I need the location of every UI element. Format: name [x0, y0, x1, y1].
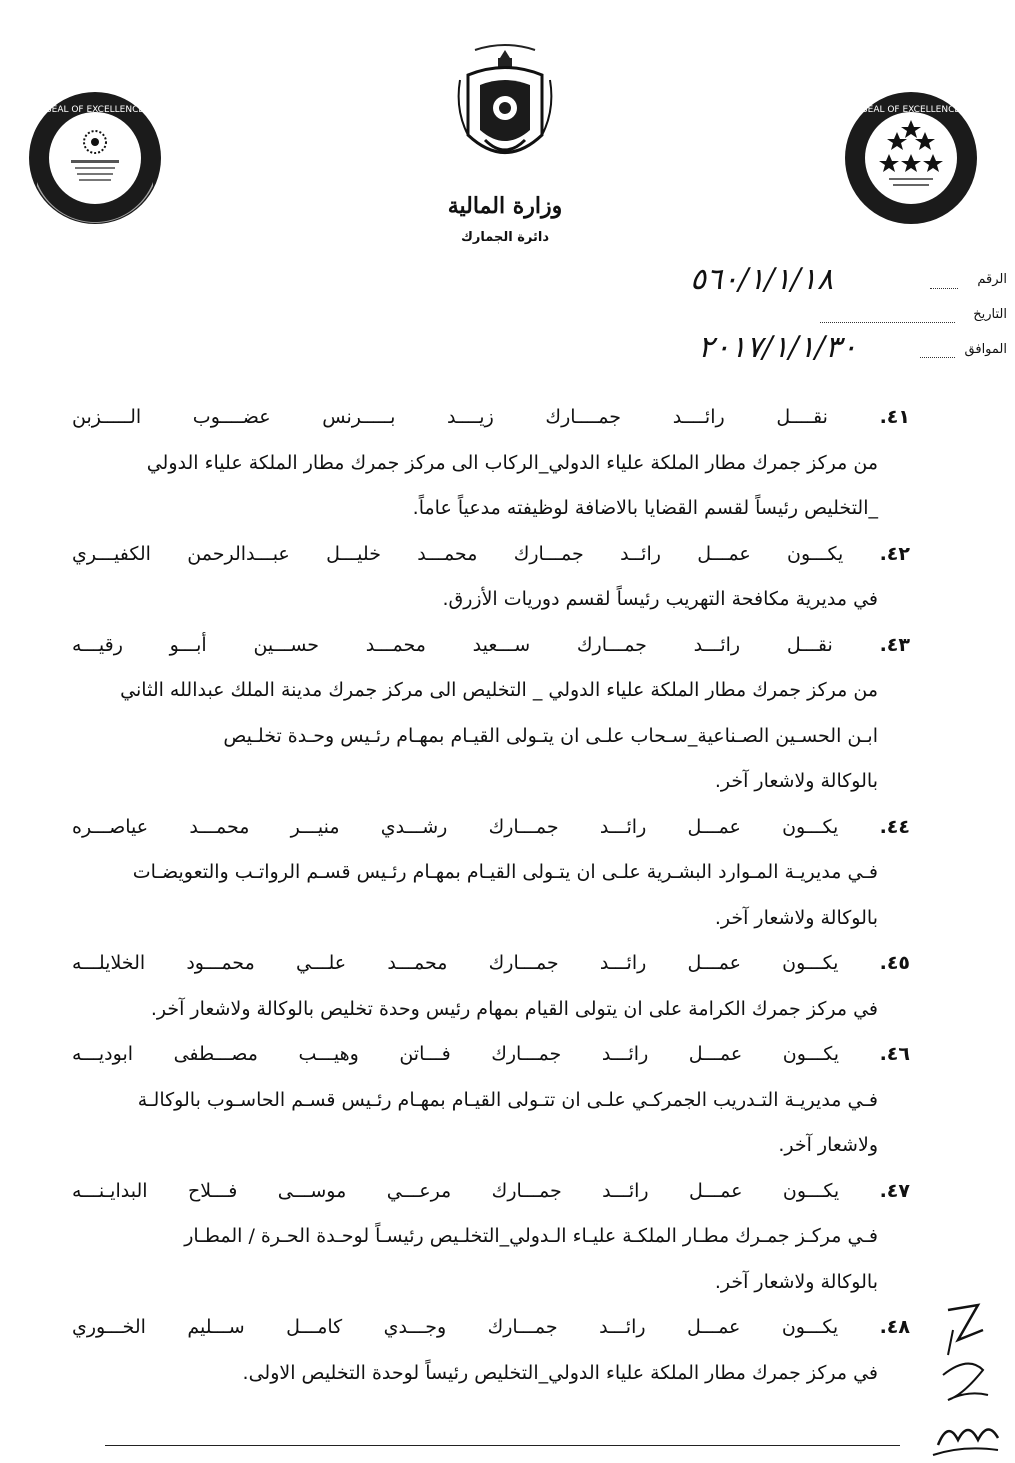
- seal-of-excellence-right: [843, 90, 979, 226]
- seal-text: SEAL OF EXCELLENCE: [861, 105, 961, 115]
- reference-number-label: الرقم: [977, 272, 1007, 287]
- item-line: فـي مديريـة المـوارد البشـرية علـى ان يتـولى القيـام بمهـام رئـيس قسـم الرواتـب والتعويضـات: [132, 861, 878, 883]
- item-line: _التخليص رئيساً لقسم القضايا بالاضافة لوظيفته مدعياً عاماً.: [412, 497, 878, 519]
- seal-text: SEAL OF EXCELLENCE: [45, 105, 145, 115]
- item-line: نقــــل رائــــد جمــــارك زيــــد بـــــرنس عضــــوب الـــــزبن: [72, 406, 828, 428]
- hijri-date-label: الموافق: [964, 342, 1007, 357]
- item-line: ولاشعار آخر.: [778, 1134, 878, 1156]
- decision-item-47: [72, 1169, 910, 1306]
- item-line: في مركز جمرك مطار الملكة علياء الدولي_التخليص رئيساً لوحدة التخليص الاولى.: [242, 1361, 878, 1384]
- decision-item-41: [72, 395, 910, 532]
- handwritten-signature: [928, 1300, 1003, 1459]
- item-line: في مركز جمرك الكرامة على ان يتولى القيام بمهام رئيس وحدة تخليص بالوكالة ولاشعار آخر.: [150, 997, 878, 1020]
- item-line: بالوكالة ولاشعار آخر.: [714, 906, 878, 929]
- item-line: يكـــون عمـــل رائـــد جمـــارك فـــاتن وهيـــب مصـــطفى ابوديـــه: [72, 1043, 840, 1065]
- item-line: بالوكالة ولاشعار آخر.: [714, 1270, 878, 1293]
- department-name: دائرة الجمارك: [461, 230, 549, 245]
- item-line: يكـــون عمـــل رائـــد جمـــارك محمـــد علـــي محمـــود الخلايلـــه: [72, 952, 839, 974]
- coat-of-arms-emblem: [450, 40, 560, 175]
- item-line: في مديرية مكافحة التهريب رئيساً لقسم دوريات الأزرق.: [442, 588, 878, 610]
- decision-item-43: [72, 623, 910, 805]
- decision-item-42: [72, 532, 910, 623]
- footer-divider: [105, 1445, 900, 1446]
- item-line: ابـن الحسـين الصـناعية_سـحاب علـى ان يتـولى القيـام بمهـام رئـيس وحـدة تخلـيص: [223, 724, 878, 747]
- item-line: يكـــون عمـــل رائـــد جمـــارك رشـــدي منيـــر محمـــد عياصـــره: [72, 815, 839, 838]
- item-line: نقـــل رائـــد جمـــارك ســـعيد محمـــد حســـين أبـــو رقيـــه: [72, 633, 833, 656]
- hijri-date-dots: [920, 356, 955, 358]
- item-line: فـي مديريـة التـدريب الجمركـي علـى ان تتـولى القيـام بمهـام رئـيس قسـم الحاسـوب بالوكالـة: [137, 1088, 878, 1111]
- item-number: ٤٦.: [879, 1043, 910, 1065]
- item-number: ٤٨.: [879, 1316, 910, 1338]
- item-number: ٤٥.: [879, 952, 911, 974]
- item-line: يكـــون عمـــل رائــد جمـــارك محمـــد خليـــل عبـــدالرحمن الكفيـــري: [72, 542, 844, 565]
- item-number: ٤٧.: [879, 1179, 910, 1202]
- seal-of-excellence-left: [27, 90, 163, 226]
- ministry-name: وزارة المالية: [447, 193, 563, 219]
- reference-number-value: ٥٦٠/١/١/١٨: [690, 262, 834, 297]
- item-line: يكـــون عمـــل رائـــد جمـــارك وجـــدي كامـــل ســـليم الخـــوري: [72, 1316, 839, 1338]
- item-line: يكـــون عمـــل رائـــد جمـــارك مرعـــي موســـى فـــلاح البدايـنـــه: [72, 1179, 840, 1202]
- decision-item-44: [72, 805, 910, 942]
- date-dots: [820, 321, 955, 323]
- decision-item-45: [72, 941, 910, 1032]
- item-number: ٤٤.: [879, 815, 910, 838]
- item-line: فـي مركـز جمـرك مطـار الملكـة عليـاء الـدولي_التخلـيص رئيسـاً لوحـدة الحـرة / المطـار: [184, 1225, 878, 1247]
- item-line: بالوكالة ولاشعار آخر.: [714, 770, 878, 792]
- reference-number-dots: [930, 287, 958, 289]
- item-line: من مركز جمرك مطار الملكة علياء الدولي_الركاب الى مركز جمرك مطار الملكة علياء الدولي: [146, 451, 878, 474]
- item-line: من مركز جمرك مطار الملكة علياء الدولي _ التخليص الى مركز جمرك مدينة الملك عبدالله الثاني: [120, 679, 878, 701]
- decision-item-48: [72, 1305, 910, 1396]
- decisions-list: [72, 395, 910, 1396]
- item-number: ٤١.: [879, 406, 910, 428]
- item-number: ٤٢.: [879, 542, 910, 565]
- hijri-date-value: ٢٠١٧/١/١/٣٠: [698, 330, 858, 365]
- decision-item-46: [72, 1032, 910, 1169]
- date-label: التاريخ: [973, 307, 1007, 322]
- item-number: ٤٣.: [879, 633, 910, 656]
